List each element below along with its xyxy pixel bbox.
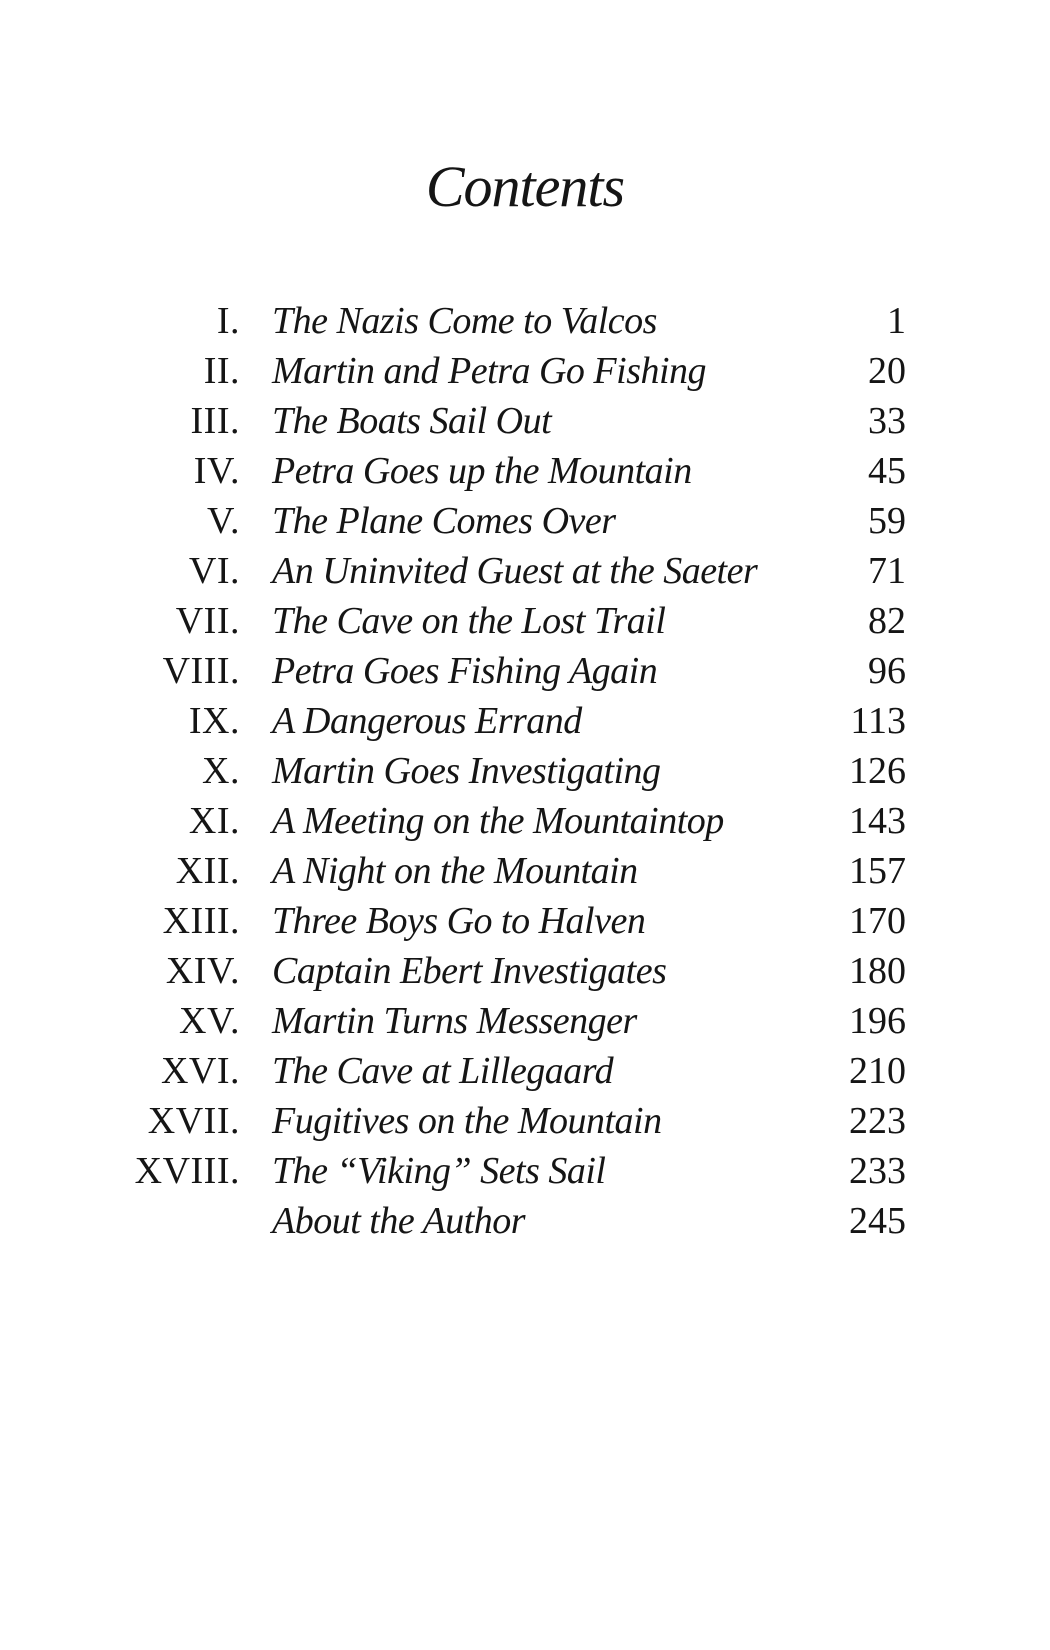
chapter-title: A Dangerous Errand [272, 700, 582, 742]
chapter-page-number: 196 [849, 1000, 906, 1042]
chapter-page-number: 143 [849, 800, 906, 842]
toc-row [110, 996, 906, 1046]
chapter-numeral: VII. [175, 600, 240, 642]
chapter-page-number: 113 [850, 700, 906, 742]
toc-row [110, 896, 906, 946]
page-title: Contents [425, 154, 625, 219]
chapter-title: Captain Ebert Investigates [272, 950, 667, 992]
toc-row [110, 1096, 906, 1146]
chapter-numeral: V. [206, 500, 240, 542]
chapter-numeral: XVII. [147, 1100, 240, 1142]
chapter-page-number: 223 [849, 1100, 906, 1142]
chapter-page-number: 233 [849, 1150, 906, 1192]
chapter-title: The Nazis Come to Valcos [272, 300, 657, 342]
chapter-numeral: VI. [188, 550, 240, 592]
chapter-numeral: XI. [188, 800, 240, 842]
chapter-page-number: 45 [868, 450, 906, 492]
toc-row [110, 796, 906, 846]
chapter-title: Martin Turns Messenger [272, 1000, 637, 1042]
chapter-numeral: X. [202, 750, 240, 792]
chapter-page-number: 210 [849, 1050, 906, 1092]
toc-row [110, 1046, 906, 1096]
toc-row [110, 496, 906, 546]
chapter-page-number: 180 [849, 950, 906, 992]
chapter-numeral: XIII. [162, 900, 240, 942]
toc-row [110, 1196, 906, 1246]
toc-row [110, 446, 906, 496]
chapter-numeral: III. [190, 400, 240, 442]
toc-row [110, 596, 906, 646]
toc-row [110, 346, 906, 396]
toc-row [110, 746, 906, 796]
chapter-title: The Cave at Lillegaard [272, 1050, 614, 1092]
chapter-title: The Cave on the Lost Trail [272, 600, 666, 642]
chapter-numeral: XVIII. [134, 1150, 240, 1192]
chapter-title: An Uninvited Guest at the Saeter [272, 550, 758, 592]
chapter-title: The Plane Comes Over [272, 500, 616, 542]
toc-row [110, 946, 906, 996]
chapter-title: Petra Goes Fishing Again [272, 650, 658, 692]
chapter-numeral: XII. [175, 850, 240, 892]
chapter-page-number: 1 [887, 300, 906, 342]
toc-row [110, 646, 906, 696]
chapter-title: A Meeting on the Mountaintop [272, 800, 724, 842]
chapter-page-number: 126 [849, 750, 906, 792]
chapter-page-number: 96 [868, 650, 906, 692]
chapter-title: About the Author [272, 1200, 526, 1242]
chapter-title: The Boats Sail Out [272, 400, 552, 442]
chapter-numeral: II. [203, 350, 240, 392]
chapter-numeral: XIV. [165, 950, 240, 992]
chapter-page-number: 245 [849, 1200, 906, 1242]
toc-row [110, 696, 906, 746]
chapter-numeral: IX. [188, 700, 240, 742]
toc-row [110, 296, 906, 346]
toc-row [110, 546, 906, 596]
chapter-page-number: 170 [849, 900, 906, 942]
chapter-numeral: XV. [179, 1000, 240, 1042]
chapter-title: A Night on the Mountain [272, 850, 638, 892]
chapter-numeral: I. [216, 300, 240, 342]
chapter-numeral: XVI. [160, 1050, 240, 1092]
chapter-title: Three Boys Go to Halven [272, 900, 646, 942]
chapter-page-number: 20 [868, 350, 906, 392]
chapter-numeral: VIII. [162, 650, 240, 692]
chapter-title: Fugitives on the Mountain [272, 1100, 662, 1142]
chapter-title: The “Viking” Sets Sail [272, 1150, 606, 1192]
toc-row [110, 396, 906, 446]
chapter-page-number: 157 [849, 850, 906, 892]
chapter-title: Martin Goes Investigating [272, 750, 661, 792]
chapter-page-number: 71 [868, 550, 906, 592]
toc-row [110, 1146, 906, 1196]
toc-row [110, 846, 906, 896]
chapter-title: Petra Goes up the Mountain [272, 450, 692, 492]
table-of-contents [110, 296, 906, 1246]
chapter-page-number: 33 [868, 400, 906, 442]
chapter-title: Martin and Petra Go Fishing [272, 350, 707, 392]
chapter-page-number: 59 [868, 500, 906, 542]
chapter-page-number: 82 [868, 600, 906, 642]
chapter-numeral: IV. [193, 450, 240, 492]
